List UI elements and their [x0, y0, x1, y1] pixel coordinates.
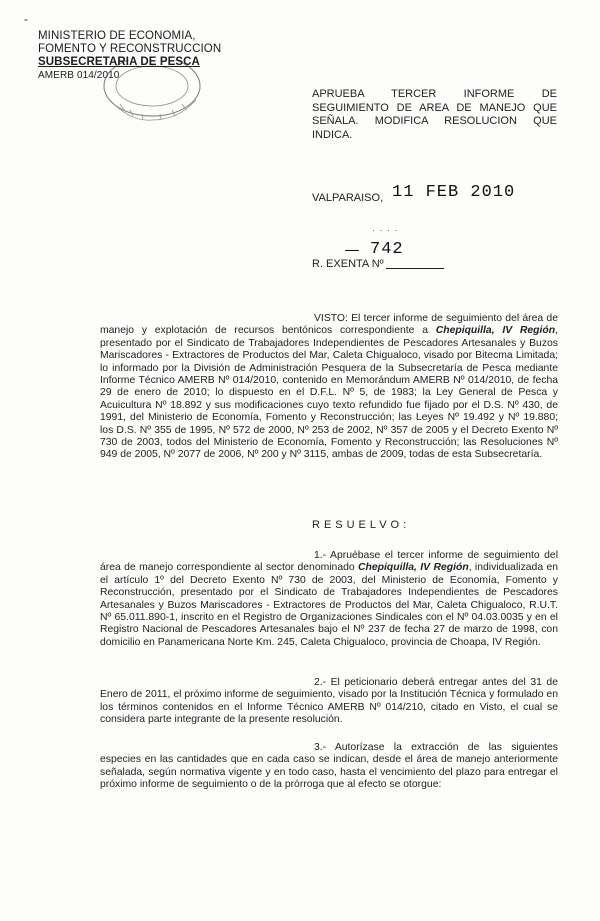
number-dash: [345, 250, 359, 251]
resuelvo-item-1: [100, 550, 558, 649]
resuelvo-item-3: 3.- Autorízase la extracción de las siguientes especies en las cantidades que en cada caso se indican, desde el área de manejo anteriormente señalada, según normativa vigente y en todo caso, hasta el vencimiento del plazo para entregar el próximo informe de seguimiento o de la prórroga que al efecto se otorgue:: [100, 742, 558, 791]
resolution-label: R. EXENTA Nº: [312, 258, 384, 270]
amerb-reference: AMERB 014/2010: [38, 70, 120, 81]
date-stamp: 11 FEB 2010: [392, 183, 516, 202]
resolution-number: 742: [370, 240, 404, 259]
resolution-subject: APRUEBA TERCER INFORME DE SEGUIMIENTO DE AREA DE MANEJO QUE SEÑALA. MODIFICA RESOLUCION QUE INDICA.: [312, 88, 557, 141]
ministry-line-2: FOMENTO Y RECONSTRUCCION: [38, 43, 222, 55]
office-seal-stamp: [100, 60, 210, 126]
number-underline: [386, 268, 444, 269]
item1-place: Chepiquilla, IV Región: [358, 562, 469, 574]
resuelvo-heading: RESUELVO:: [312, 519, 411, 531]
subsecretaria-line: SUBSECRETARIA DE PESCA: [38, 56, 200, 68]
ministry-line-1: MINISTERIO DE ECONOMIA,: [38, 30, 196, 42]
item1-lead: 1.- Apruébase el tercer informe de seguimiento del área de manejo correspondiente al sector denominado: [100, 550, 558, 574]
stamp-dots: · · · ·: [372, 225, 399, 235]
place-label: VALPARAISO,: [312, 192, 384, 204]
item1-rest: , individualizada en el artículo 1º del Decreto Exento Nº 730 de 2003, del Ministerio de Economía, Fomento y Reconstrucción, presentado por el Sindicato de Trabajadores Independientes de Pescadores Artesanales y Buzos Mariscadores - Extractores de Productos del Mar, Caleta Chigualoco, R.U.T. Nº 65.011.890-1, inscrito en el Registro de Organizaciones Sindicales con el Nº 04.03.0035 y en el Registro Nacional de Pescadores Artesanales bajo el Nº 237 de fecha 27 de marzo de 1998, con domicilio en Panamericana Norte Km. 245, Caleta Chigualoco, provincia de Choapa, IV Región.: [100, 562, 559, 648]
resuelvo-item-2: 2.- El peticionario deberá entregar antes del 31 de Enero de 2011, el próximo informe de seguimiento, visado por la Institución Técnica y formulado en los términos contenidos en el Informe Técnico AMERB Nº 014/210, citado en Visto, el cual se considera parte integrante de la presente resolución.: [100, 677, 558, 726]
visto-lead: VISTO: El tercer informe de seguimiento del área de manejo y explotación de recursos bentónicos correspondiente a: [100, 313, 558, 337]
visto-place: Chepiquilla, IV Región: [435, 325, 556, 337]
margin-mark: -: [24, 12, 28, 26]
visto-paragraph: [100, 313, 558, 462]
visto-rest: , presentado por el Sindicato de Trabajadores Independientes de Pescadores Artesanales y Buzos Mariscadores - Extractores de Productos del Mar, Caleta Chigualoco, visado por Bitecma Limitada; lo informado por la División de Administración Pesquera de la Subsecretaría de Pesca mediante Informe Técnico AMERB Nº 014/2010, contenido en Memorándum AMERB Nº 014/2010, de fecha 29 de enero de 2010; lo dispuesto en el D.F.L. Nº 5, de 1983; la Ley General de Pesca y Acuicultura Nº 18.892 y sus modificaciones cuyo texto refundido fue fijado por el D.S. Nº 430, de 1991, del Ministerio de Economía, Fomento y Reconstrucción; las Leyes Nº 19.492 y Nº 19.880; los D.S. Nº 355 de 1995, Nº 572 de 2000, Nº 253 de 2002, Nº 357 de 2005 y el Decreto Exento Nº 730 de 2003, todos del Ministerio de Economía, Fomento y Reconstrucción; las Resoluciones Nº 949 de 2005, Nº 2077 de 2006, Nº 200 y Nº 3115, ambas de 2009, todas de esta Subsecretaría.: [100, 325, 559, 461]
